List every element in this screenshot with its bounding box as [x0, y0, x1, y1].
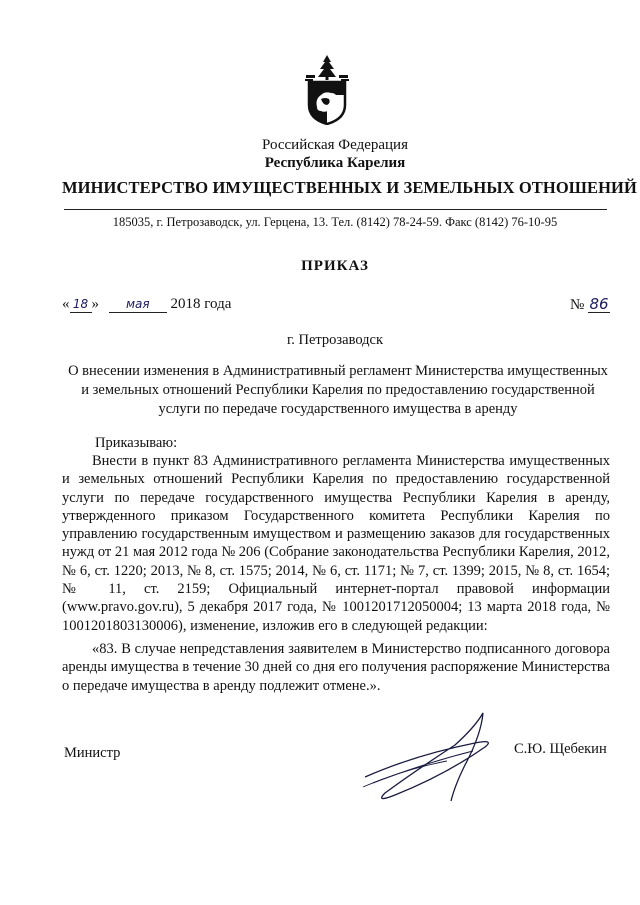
- document-type: ПРИКАЗ: [301, 258, 369, 274]
- order-paragraph: Внести в пункт 83 Административного регламента Министерства имущественных и земельных отношений Республики Карелия по предоставлению государственной услуги по передаче государственного имущества Республики Карелия в аренду, утвержденного приказом Государственного комитета Республики Карелия по управлению государственным имуществом и размещению заказов для государственных нужд от 21 мая 2012 года № 206 (Собрание законодательства Республики Карелия, 2012, № 6, ст. 1220; 2013, № 8, ст. 1575; 2014, № 6, ст. 1171; № 7, ст. 1399; 2015, № 8, ст. 1654; № 11, ст. 2159; Официальный интернет-портал правовой информации (www.pravo.gov.ru), 5 декабря 2017 года, № 1001201712050004; 13 марта 2018 года, № 1001201803130006), изменение, изложив его в следующей редакции:: [62, 453, 610, 634]
- ministry-name: МИНИСТЕРСТВО ИМУЩЕСТВЕННЫХ И ЗЕМЕЛЬНЫХ ОТНОШЕНИЙ: [62, 178, 637, 197]
- date-year: 2018 года: [170, 296, 232, 312]
- country-name: Российская Федерация: [262, 137, 408, 153]
- ministry-address: 185035, г. Петрозаводск, ул. Герцена, 13. Тел. (8142) 78-24-59. Факс (8142) 76-10-95: [112, 215, 558, 229]
- signatory-title: Министр: [64, 745, 121, 761]
- document-number: [570, 296, 610, 314]
- date-number-row: [62, 296, 610, 318]
- order-verb: Приказываю:: [95, 435, 178, 451]
- signatory-name: С.Ю. Щебекин: [514, 741, 607, 757]
- karelia-coat-of-arms-icon: [303, 55, 351, 125]
- number-value: 86: [589, 295, 609, 313]
- document-date: [62, 296, 231, 313]
- number-prefix: №: [569, 297, 585, 313]
- order-subject: О внесении изменения в Административный регламент Министерства имущественных и земельных отношений Республики Карелия по предоставлению государственной услуги по передаче государственного имущества в аренду: [68, 363, 608, 417]
- header-divider: [64, 209, 607, 210]
- amendment-text: «83. В случае непредставления заявителем в Министерство подписанного договора аренды имущества в течение 30 дней со дня его получения распоряжение Министерства о передаче имущества в аренду подлежит отмене.».: [62, 641, 610, 694]
- date-month: мая: [109, 296, 167, 313]
- republic-name: Республика Карелия: [264, 155, 406, 171]
- date-close-quote: »: [91, 296, 99, 312]
- city: г. Петрозаводск: [286, 332, 384, 348]
- date-day: 18: [70, 296, 92, 313]
- date-open-quote: «: [62, 296, 70, 312]
- handwritten-signature: [355, 705, 505, 810]
